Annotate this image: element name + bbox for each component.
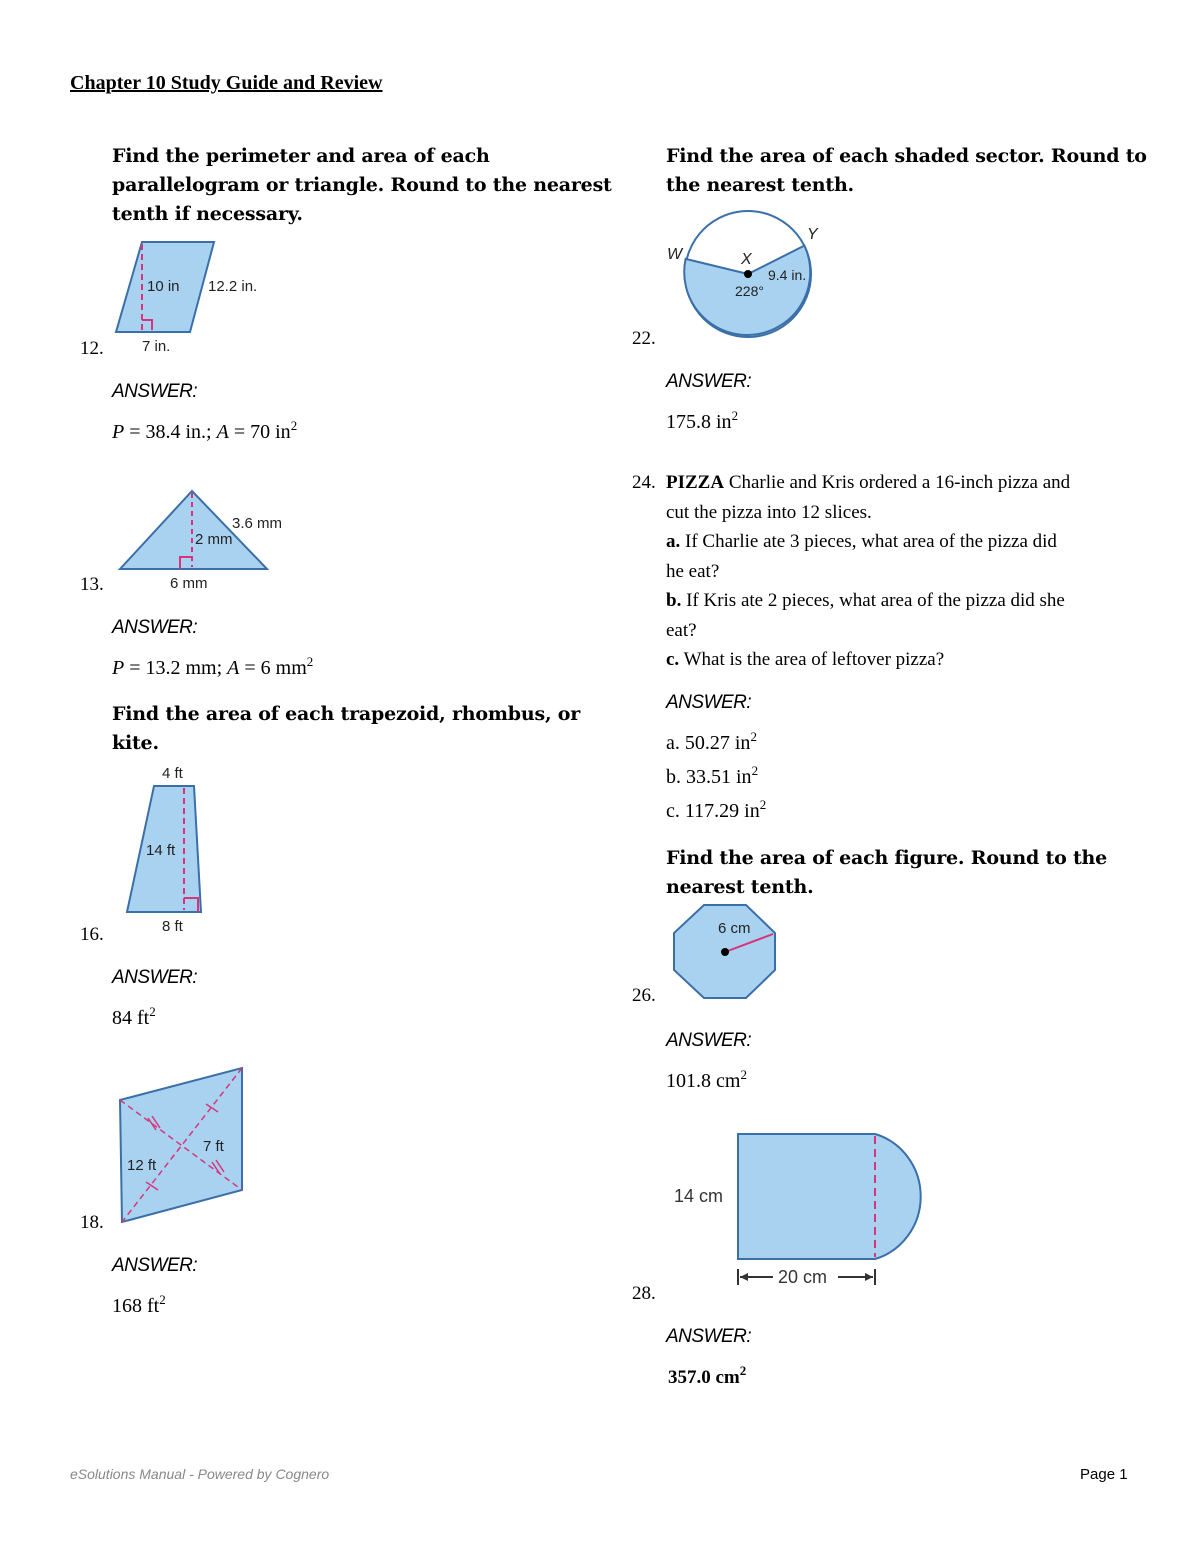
instruction-line: kite. [112,732,159,754]
answer-label: ANSWER: [112,967,198,988]
answer-value: = 6 mm [239,657,307,679]
problem-line [666,468,1136,498]
exponent: 2 [731,408,739,423]
diagonal-label: 12 ft [127,1157,157,1174]
problem-part-b [666,586,1136,616]
problem-text: What is the area of leftover pizza? [679,649,945,670]
center-point [721,948,729,956]
height-label: 10 in [147,278,180,295]
footer-publisher: eSolutions Manual - Powered by Cognero [70,1466,330,1482]
answer-value: = 70 in [228,421,291,443]
problem-part-a [666,527,1136,557]
radius-label: 9.4 in. [768,267,807,283]
angle-label: 228° [735,283,764,299]
instructions-perimeter-area [112,142,612,229]
point-w-label: W [667,246,683,263]
answer-text [112,1292,166,1318]
instructions-figure-area [666,844,1107,902]
pizza-problem [666,468,1136,675]
answer-text [666,1067,747,1093]
instruction-line: tenth if necessary. [112,203,303,225]
answer-var: A [216,421,229,443]
answer-label: ANSWER: [666,1326,752,1347]
answer-value: b. 33.51 in [666,766,752,788]
composite-shape [738,1134,921,1259]
answer-value: = 13.2 mm; [124,657,228,679]
exponent: 2 [159,1292,166,1307]
answer-label: ANSWER: [666,1030,752,1051]
answer-text [668,1363,746,1389]
part-label: a. [666,531,681,552]
answer-text [112,654,313,680]
instruction-line: Find the area of each figure. Round to the [666,847,1108,869]
problem-topic: PIZZA [666,472,725,493]
center-point [744,270,752,278]
question-number: 13. [80,574,104,595]
answer-label: ANSWER: [112,381,198,402]
answer-label: ANSWER: [112,1255,198,1276]
problem-text: eat? [666,619,697,641]
radius-label: 6 cm [718,920,751,937]
question-number: 12. [80,338,104,359]
answer-value: 84 ft [112,1007,150,1029]
answer-text [112,418,297,444]
top-label: 4 ft [162,765,183,782]
octagon-figure [668,902,780,1002]
question-number: 16. [80,924,104,945]
answer-value: 101.8 cm [666,1070,741,1092]
exponent: 2 [290,418,298,433]
exponent: 2 [149,1004,156,1019]
trapezoid-figure [120,762,240,937]
part-label: c. [666,649,680,670]
answer-label: ANSWER: [666,692,752,713]
answer-label: ANSWER: [112,617,198,638]
problem-part-c [666,645,1136,675]
page-title: Chapter 10 Study Guide and Review [70,72,383,94]
answer-var: P [112,657,125,679]
instruction-line: Find the area of each shaded sector. Round to [666,145,1147,167]
instructions-trapezoid [112,700,580,758]
answer-var: P [112,421,125,443]
question-number: 24. [632,472,656,493]
exponent: 2 [739,1363,747,1378]
width-label: 20 cm [778,1267,828,1287]
answer-text [666,763,758,789]
answer-value: 168 ft [112,1295,160,1317]
question-number: 22. [632,328,656,349]
answer-value: 357.0 cm [668,1367,740,1388]
answer-text [112,1004,156,1030]
problem-text: Charlie and Kris ordered a 16-inch pizza and [724,472,1071,493]
point-x-label: X [741,251,752,268]
parallelogram-figure [110,232,270,357]
exponent: 2 [751,763,759,778]
point-y-label: Y [807,226,818,243]
instruction-line: nearest tenth. [666,876,814,898]
answer-text [666,408,738,434]
problem-text: If Charlie ate 3 pieces, what area of the pizza did [680,531,1057,552]
side-label: 3.6 mm [232,515,283,532]
height-label: 14 cm [674,1186,724,1206]
instruction-line: Find the perimeter and area of each [112,145,490,167]
base-label: 7 in. [142,338,171,355]
height-label: 14 ft [146,842,176,859]
answer-text [666,797,766,823]
answer-value: c. 117.29 in [666,800,760,822]
base-label: 8 ft [162,918,183,935]
arrow-head [865,1273,873,1281]
problem-text: he eat? [666,560,720,582]
exponent: 2 [306,654,314,669]
answer-label: ANSWER: [666,371,752,392]
side-label: 12.2 in. [208,278,258,295]
kite-figure [112,1062,252,1227]
question-number: 26. [632,985,656,1006]
triangle-figure [112,485,297,595]
composite-figure [668,1128,958,1293]
answer-value: a. 50.27 in [666,732,751,754]
exponent: 2 [750,729,757,744]
instruction-line: the nearest tenth. [666,174,854,196]
answer-text [666,729,757,755]
instruction-line: parallelogram or triangle. Round to the nearest [112,174,612,196]
part-label: b. [666,590,682,611]
problem-text: cut the pizza into 12 slices. [666,501,872,523]
arrow-head [740,1273,748,1281]
answer-value: = 38.4 in.; [124,421,217,443]
instruction-line: Find the area of each trapezoid, rhombus, or [112,703,581,725]
diagonal-label: 7 ft [203,1138,224,1155]
instructions-sector [666,142,1147,200]
answer-value: 175.8 in [666,411,732,433]
problem-text: If Kris ate 2 pieces, what area of the pizza did she [681,590,1065,611]
exponent: 2 [759,797,767,812]
base-label: 6 mm [170,575,208,592]
page-number: Page 1 [1080,1466,1128,1483]
question-number: 18. [80,1212,104,1233]
height-label: 2 mm [195,531,233,548]
question-number: 28. [632,1283,656,1304]
sector-figure [660,205,830,345]
exponent: 2 [740,1067,747,1082]
answer-var: A [227,657,240,679]
